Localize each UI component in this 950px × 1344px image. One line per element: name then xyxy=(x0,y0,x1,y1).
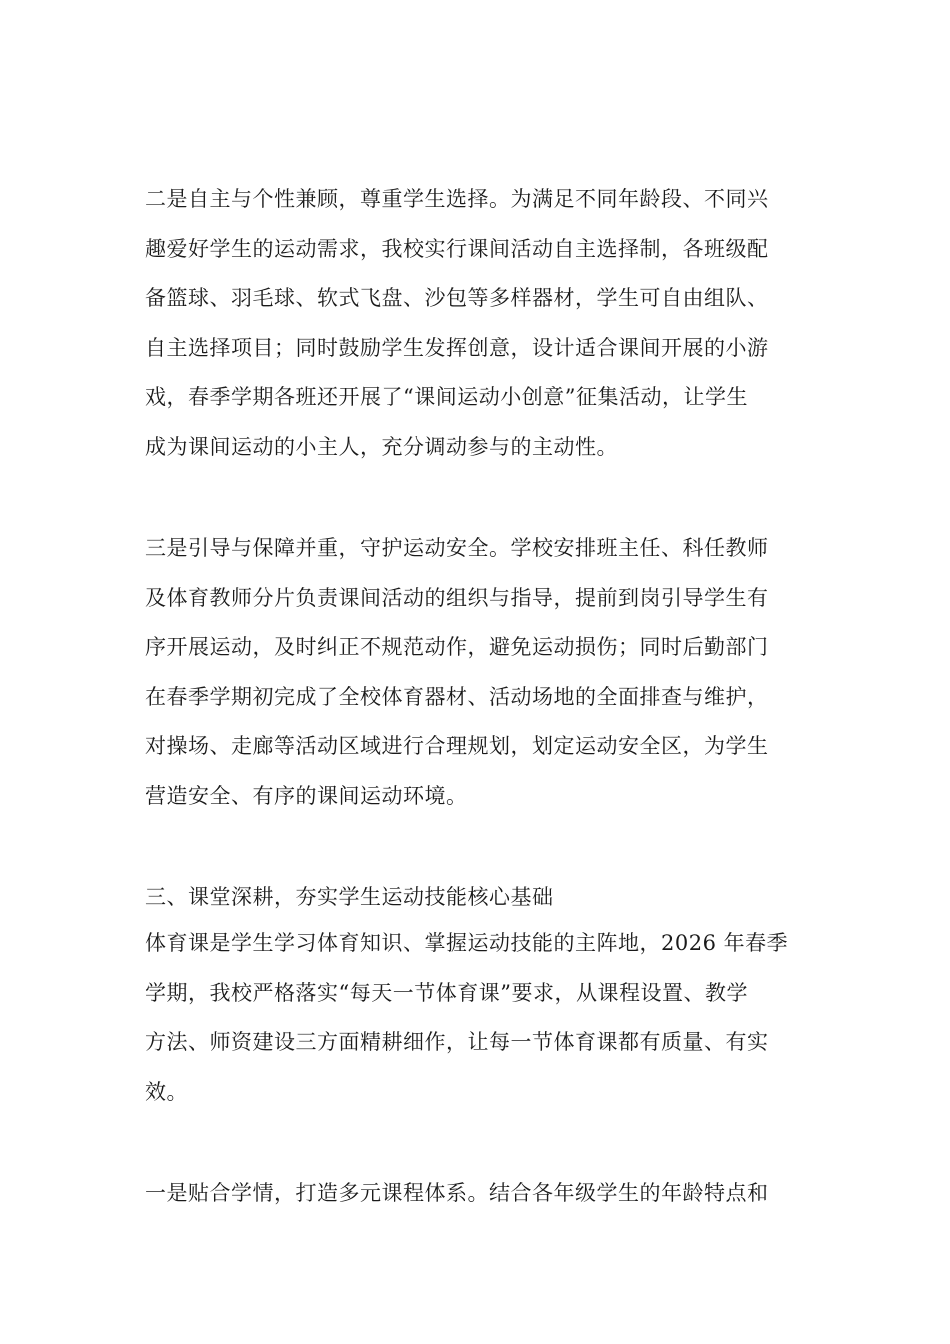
text-line: 营造安全、有序的课间运动环境。 xyxy=(145,783,468,808)
paragraph-autonomy xyxy=(145,175,810,473)
paragraph-safety xyxy=(145,524,810,822)
text-line: 戏，春季学期各班还开展了“课间运动小创意”征集活动，让学生 xyxy=(145,385,748,410)
text-line: 序开展运动，及时纠正不规范动作，避免运动损伤；同时后勤部门 xyxy=(145,635,769,660)
text-line: 一是贴合学情，打造多元课程体系。结合各年级学生的年龄特点和 xyxy=(145,1181,769,1205)
text-line: 趣爱好学生的运动需求，我校实行课间活动自主选择制，各班级配 xyxy=(145,236,769,261)
text-line: 及体育教师分片负责课间活动的组织与指导，提前到岗引导学生有 xyxy=(145,585,769,610)
text-line: 效。 xyxy=(145,1079,188,1104)
text-line: 二是自主与个性兼顾，尊重学生选择。为满足不同年龄段、不同兴 xyxy=(145,187,769,211)
section-heading: 三、课堂深耕，夯实学生运动技能核心基础 xyxy=(145,885,554,909)
text-line: 对操场、走廊等活动区域进行合理规划，划定运动安全区，为学生 xyxy=(145,734,769,759)
text-line: 方法、师资建设三方面精耕细作，让每一节体育课都有质量、有实 xyxy=(145,1030,769,1055)
text-line: 在春季学期初完成了全校体育器材、活动场地的全面排查与维护， xyxy=(145,684,769,709)
section-classroom xyxy=(145,875,810,1117)
text-line: 自主选择项目；同时鼓励学生发挥创意，设计适合课间开展的小游 xyxy=(145,335,769,360)
paragraph-curriculum xyxy=(145,1169,810,1219)
text-line: 学期，我校严格落实“每天一节体育课”要求，从课程设置、教学 xyxy=(145,980,748,1005)
text-line: 三是引导与保障并重，守护运动安全。学校安排班主任、科任教师 xyxy=(145,536,769,560)
text-line: 体育课是学生学习体育知识、掌握运动技能的主阵地，2026 年春季 xyxy=(145,931,789,955)
text-line: 备篮球、羽毛球、软式飞盘、沙包等多样器材，学生可自由组队、 xyxy=(145,286,769,311)
text-line: 成为课间运动的小主人，充分调动参与的主动性。 xyxy=(145,434,618,459)
